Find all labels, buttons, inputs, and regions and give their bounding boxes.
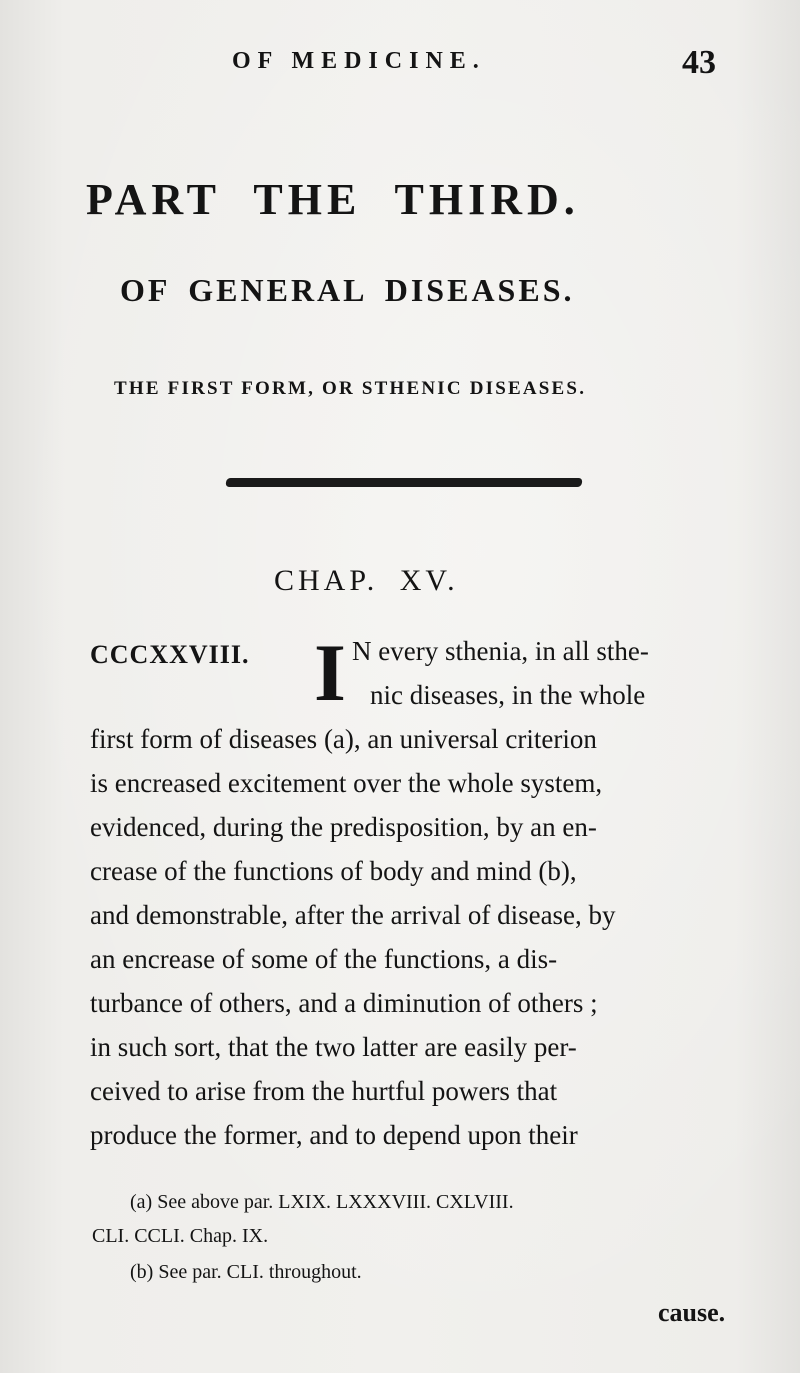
- footnote-a-continued: CLI. CCLI. Chap. IX.: [92, 1225, 269, 1247]
- body-line: in such sort, that the two latter are easily per-: [90, 1032, 577, 1062]
- body-line: an encrease of some of the functions, a dis-: [90, 944, 558, 974]
- footnote-a: (a) See above par. LXIX. LXXXVIII. CXLVIII.: [130, 1191, 514, 1213]
- footnote-b: (b) See par. CLI. throughout.: [130, 1261, 362, 1283]
- paragraph-number: CCCXXVIII.: [90, 640, 250, 669]
- section-title: OF GENERAL DISEASES.: [120, 272, 575, 308]
- body-line: turbance of others, and a diminution of others ;: [90, 988, 598, 1018]
- body-line: is encreased excitement over the whole system,: [90, 768, 603, 798]
- body-line: produce the former, and to depend upon their: [90, 1120, 578, 1150]
- part-title: PART THE THIRD.: [86, 175, 580, 224]
- ornamental-rule: [225, 478, 582, 487]
- page-number: 43: [682, 44, 716, 81]
- body-line: nic diseases, in the whole: [370, 680, 646, 710]
- form-title: THE FIRST FORM, OR STHENIC DISEASES.: [114, 378, 587, 399]
- body-line: and demonstrable, after the arrival of disease, by: [90, 900, 616, 930]
- chapter-title: CHAP. XV.: [274, 564, 459, 597]
- body-line: N every sthenia, in all sthe-: [352, 636, 649, 666]
- body-line: first form of diseases (a), an universal criterion: [90, 724, 597, 754]
- running-head: OF MEDICINE.: [232, 48, 486, 74]
- body-line: evidenced, during the predisposition, by an en-: [90, 812, 597, 842]
- catchword: cause.: [658, 1298, 726, 1327]
- body-line: crease of the functions of body and mind (b),: [90, 856, 577, 886]
- drop-cap: I: [314, 627, 346, 718]
- body-line: ceived to arise from the hurtful powers that: [90, 1076, 558, 1106]
